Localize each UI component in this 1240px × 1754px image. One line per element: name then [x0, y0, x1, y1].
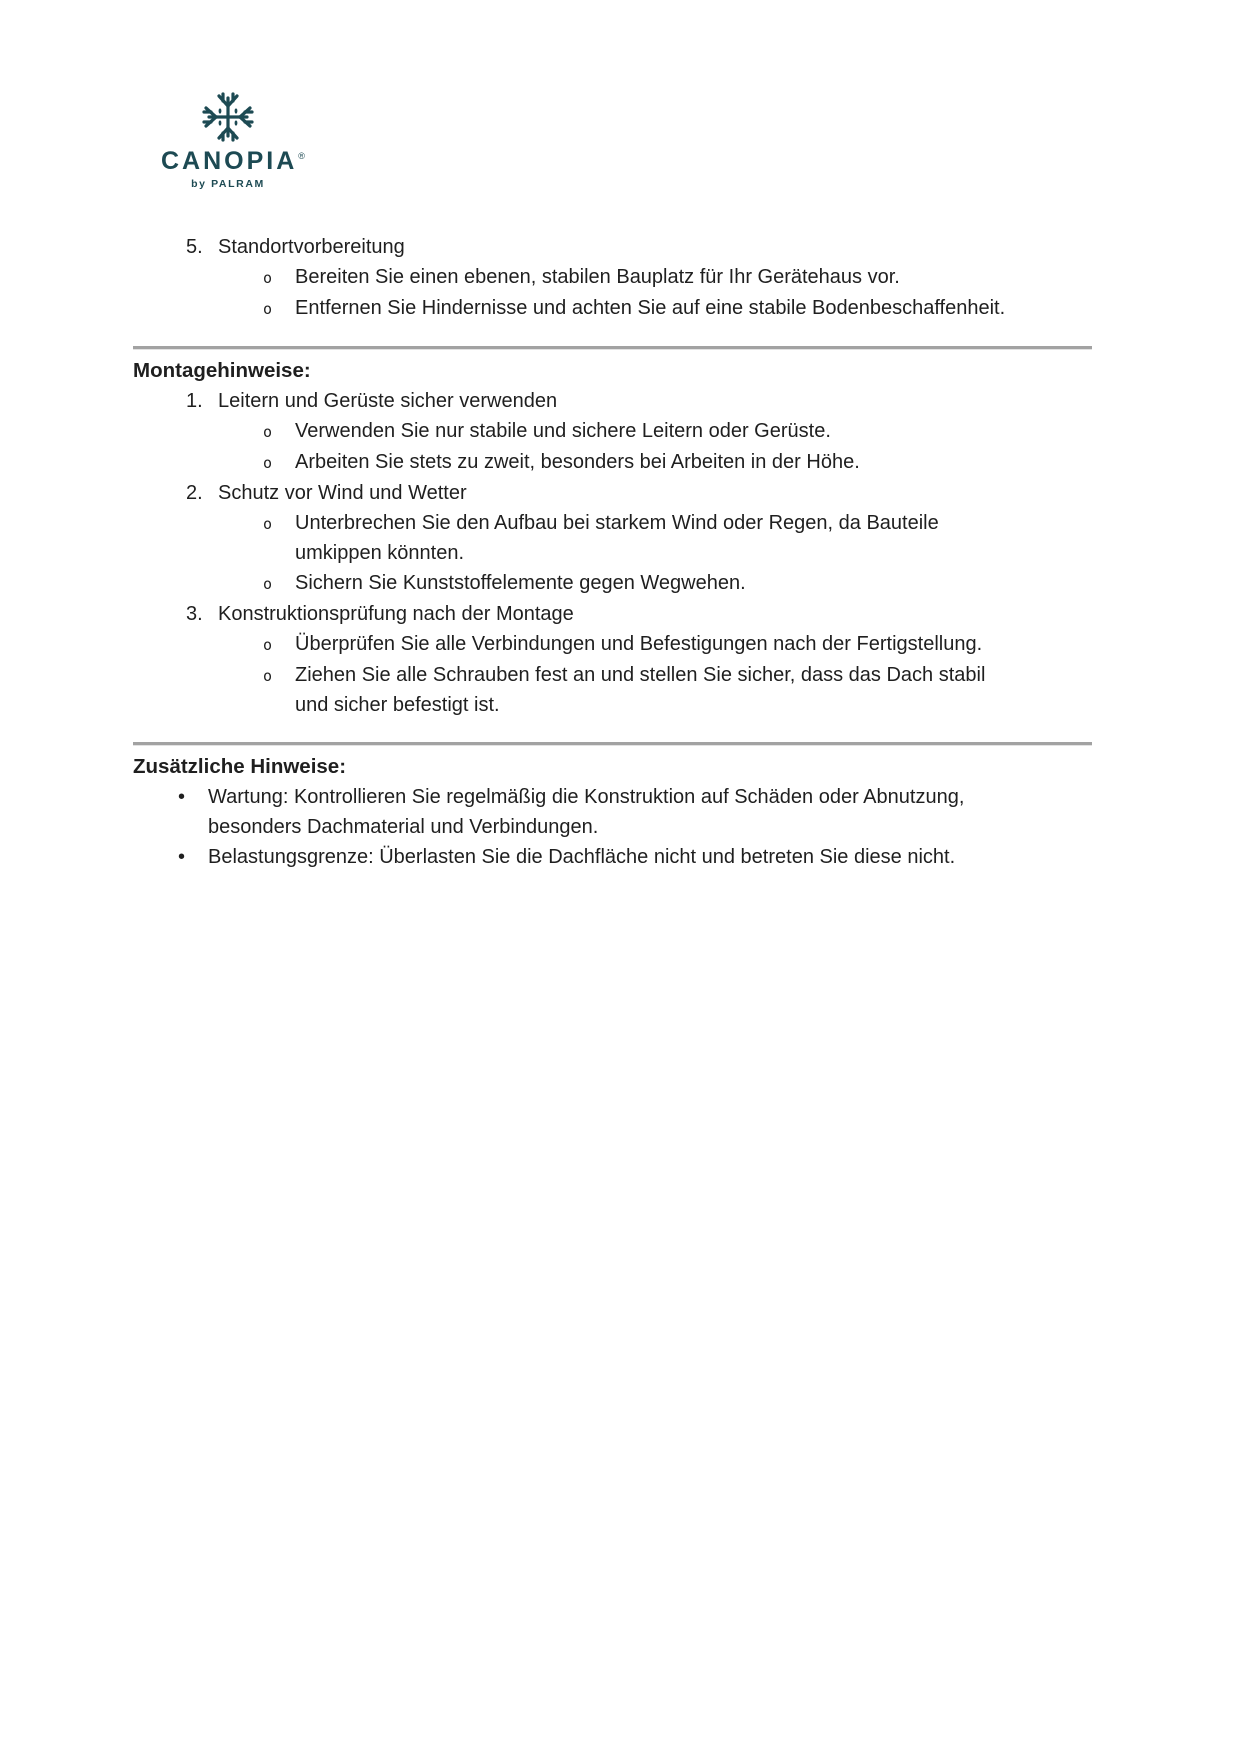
sub-bullet-text	[295, 660, 985, 720]
section-divider	[133, 742, 1092, 746]
document-body	[0, 0, 1240, 872]
sub-bullet-text	[295, 293, 1005, 323]
section-heading: Zusätzliche Hinweise:	[133, 755, 347, 778]
bullet-text-line: Arbeiten Sie stets zu zweit, besonders bei Arbeiten in der Höhe.	[295, 451, 860, 473]
bullet-text-line: umkippen könnten.	[295, 542, 465, 564]
sub-bullet-text	[295, 629, 982, 659]
disc-bullet-marker: •	[178, 786, 186, 808]
bullet-text-line: Belastungsgrenze: Überlasten Sie die Dachfläche nicht und betreten Sie diese nicht.	[208, 846, 956, 868]
list-item-title: Schutz vor Wind und Wetter	[218, 482, 467, 504]
sub-bullet-item	[133, 568, 1240, 599]
numbered-item-title-row	[133, 232, 1240, 262]
bullet-text-line: Sichern Sie Kunststoffelemente gegen Wegwehen.	[295, 572, 746, 594]
sub-bullet-item	[133, 416, 1240, 447]
circle-bullet-marker: o	[263, 423, 273, 441]
list-item-title: Standortvorbereitung	[218, 236, 405, 258]
numbered-item	[133, 232, 1240, 324]
numbered-item	[133, 599, 1240, 720]
numbered-item-title-row	[133, 478, 1240, 508]
numbered-item	[133, 478, 1240, 599]
bullet-text-line: besonders Dachmaterial und Verbindungen.	[208, 816, 599, 838]
list-number: 5.	[186, 236, 203, 258]
circle-bullet-marker: o	[263, 667, 273, 685]
list-item-title: Konstruktionsprüfung nach der Montage	[218, 603, 574, 625]
bullet-text-line: und sicher befestigt ist.	[295, 694, 500, 716]
list-number: 1.	[186, 390, 203, 412]
bullet-text-line: Ziehen Sie alle Schrauben fest an und stellen Sie sicher, dass das Dach stabil	[295, 664, 986, 686]
bullet-text-line: Entfernen Sie Hindernisse und achten Sie auf eine stabile Bodenbeschaffenheit.	[295, 297, 1006, 319]
bullet-text-line: Wartung: Kontrollieren Sie regelmäßig die Konstruktion auf Schäden oder Abnutzung,	[208, 786, 965, 808]
bullet-text-line: Bereiten Sie einen ebenen, stabilen Bauplatz für Ihr Gerätehaus vor.	[295, 266, 900, 288]
sub-bullet-item	[133, 508, 1240, 568]
sub-bullet-item	[133, 447, 1240, 478]
sub-bullet-text	[295, 568, 746, 598]
bullet-text-line: Verwenden Sie nur stabile und sichere Leitern oder Gerüste.	[295, 420, 831, 442]
sub-bullet-item	[133, 660, 1240, 720]
numbered-item	[133, 386, 1240, 478]
bullet-item	[133, 842, 1240, 872]
circle-bullet-marker: o	[263, 300, 273, 318]
section-heading: Montagehinweise:	[133, 359, 311, 382]
circle-bullet-marker: o	[263, 515, 273, 533]
circle-bullet-marker: o	[263, 575, 273, 593]
numbered-item-title-row	[133, 599, 1240, 629]
sub-bullet-item	[133, 293, 1240, 324]
circle-bullet-marker: o	[263, 454, 273, 472]
list-number: 3.	[186, 603, 203, 625]
bullet-text-line: Überprüfen Sie alle Verbindungen und Befestigungen nach der Fertigstellung.	[295, 633, 983, 655]
brand-byline: by PALRAM	[191, 178, 265, 190]
registered-mark: ®	[298, 151, 305, 161]
list-number: 2.	[186, 482, 203, 504]
sub-bullet-text	[295, 416, 831, 446]
sub-bullet-text	[295, 508, 939, 568]
sub-bullet-text	[295, 447, 860, 477]
sub-bullet-item	[133, 262, 1240, 293]
list-item-title: Leitern und Gerüste sicher verwenden	[218, 390, 558, 412]
sub-bullet-text	[295, 262, 900, 292]
disc-bullet-marker: •	[178, 846, 186, 868]
bullet-text	[208, 842, 955, 872]
bullet-item	[133, 782, 1240, 842]
bullet-text	[208, 782, 964, 842]
numbered-item-title-row	[133, 386, 1240, 416]
sub-bullet-item	[133, 629, 1240, 660]
brand-wordmark: CANOPIA®	[161, 147, 305, 175]
circle-bullet-marker: o	[263, 269, 273, 287]
bullet-text-line: Unterbrechen Sie den Aufbau bei starkem Wind oder Regen, da Bauteile	[295, 512, 939, 534]
circle-bullet-marker: o	[263, 636, 273, 654]
section-divider	[133, 346, 1092, 350]
